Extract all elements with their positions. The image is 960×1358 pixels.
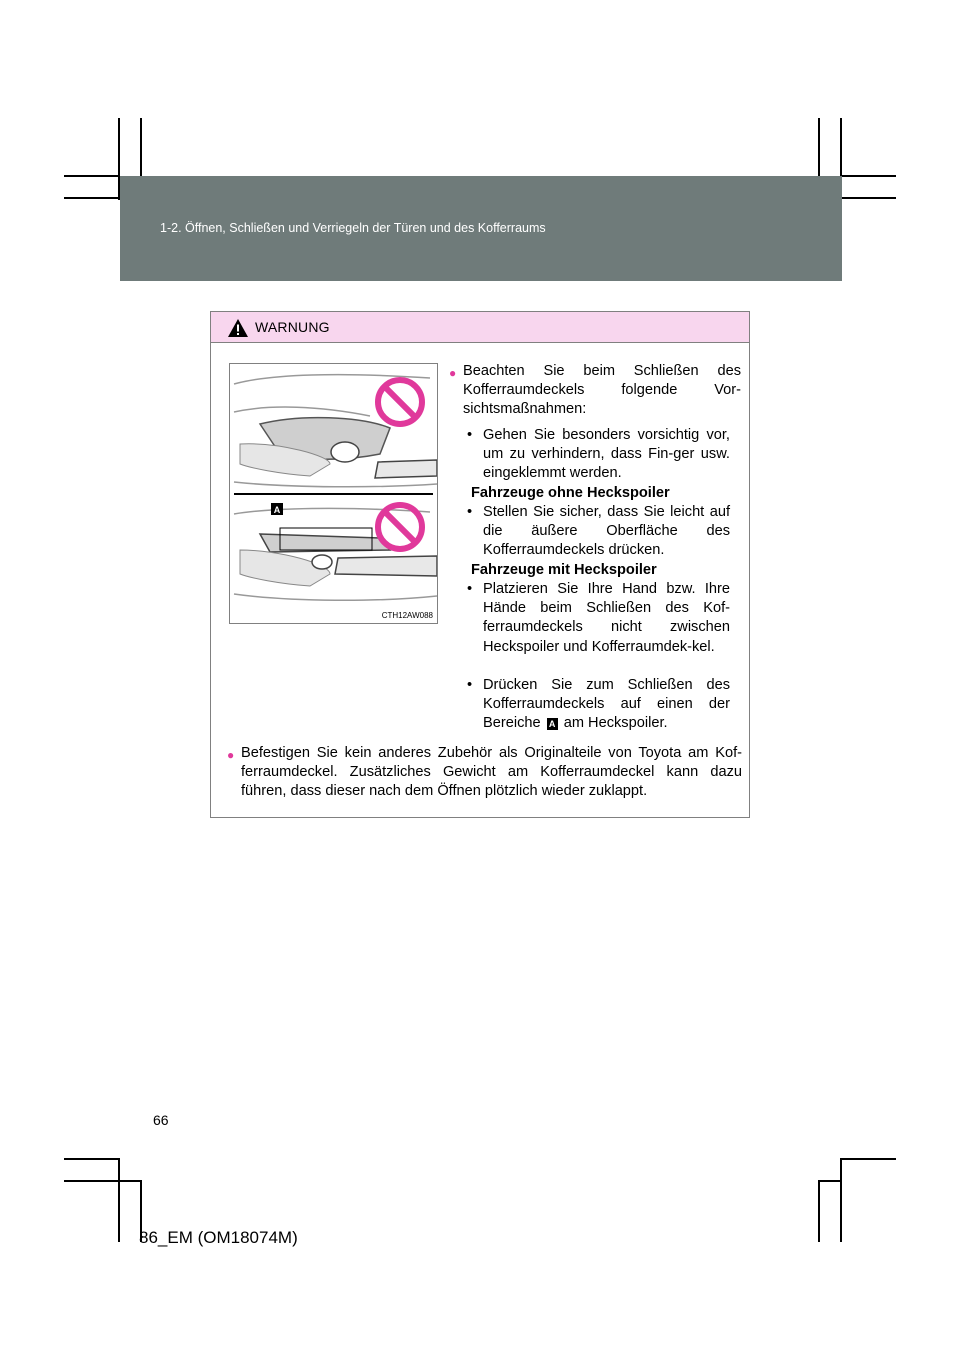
warning-title: WARNUNG xyxy=(255,319,330,335)
warning-box xyxy=(210,311,750,818)
bullet1-intro: Beachten Sie beim Schließen des Kofferraumdeckels folgende Vor-sichtsmaßnahmen: xyxy=(463,363,741,418)
bullet2-text: Befestigen Sie kein anderes Zubehör als Originalteile von Toyota am Kof-ferraumdeckel. Zusätzliches Gewicht am Kofferraumdeckel kann dazu führen, dass dieser nach dem Öffnen plötzlich wieder zuklappt. xyxy=(241,745,742,800)
section-title: 1-2. Öffnen, Schließen und Verriegeln der Türen und des Kofferraums xyxy=(160,221,546,235)
warning-header xyxy=(211,312,749,343)
warning-icon xyxy=(227,318,249,338)
crop-mark xyxy=(840,1158,896,1160)
item-fingers: Gehen Sie besonders vorsichtig vor, um zu verhindern, dass Fin-ger usw. eingeklemmt werden. xyxy=(483,427,730,482)
section-header xyxy=(120,176,842,281)
item-press-areas-end: am Heckspoiler. xyxy=(563,715,668,732)
crop-mark xyxy=(840,1160,842,1242)
item-hands-between: Platzieren Sie Ihre Hand bzw. Ihre Hände beim Schließen des Kof-ferraumdeckels nicht zwischen Heckspoiler und Kofferraumdek-kel. xyxy=(483,581,730,655)
crop-mark xyxy=(842,197,896,199)
crop-mark xyxy=(64,1180,142,1182)
bullet-icon: ● xyxy=(449,366,457,380)
list-marker: • xyxy=(467,427,473,443)
bullet-icon: ● xyxy=(227,748,235,762)
crop-mark xyxy=(818,1180,820,1242)
crop-mark xyxy=(118,1160,120,1242)
prohibition-icon xyxy=(378,505,422,549)
area-a-marker: A xyxy=(547,718,558,730)
crop-mark xyxy=(818,1180,842,1182)
heading-without-spoiler: Fahrzeuge ohne Heckspoiler xyxy=(471,485,670,501)
list-marker: • xyxy=(467,504,473,520)
page-number: 66 xyxy=(153,1112,169,1128)
crop-mark xyxy=(64,197,120,199)
item-press-lightly: Stellen Sie sicher, dass Sie leicht auf die äußere Oberfläche des Kofferraumdeckels drücken. xyxy=(483,504,730,559)
figure-label-a: A xyxy=(273,505,281,515)
item-press-areas-text: Drücken Sie zum Schließen des Kofferraumdeckels auf einen der Bereiche xyxy=(483,677,730,732)
figure-code: CTH12AW088 xyxy=(381,611,433,620)
document-id: 86_EM (OM18074M) xyxy=(139,1228,298,1247)
crop-mark xyxy=(64,175,120,177)
heading-with-spoiler: Fahrzeuge mit Heckspoiler xyxy=(471,562,657,578)
list-marker: • xyxy=(467,581,473,597)
trunk-illustration xyxy=(229,363,438,624)
crop-mark xyxy=(64,1158,120,1160)
trunk-lid-drawing xyxy=(230,364,437,623)
list-marker: • xyxy=(467,677,473,693)
crop-mark xyxy=(842,175,896,177)
item-press-areas xyxy=(483,676,730,734)
prohibition-icon xyxy=(378,380,422,424)
